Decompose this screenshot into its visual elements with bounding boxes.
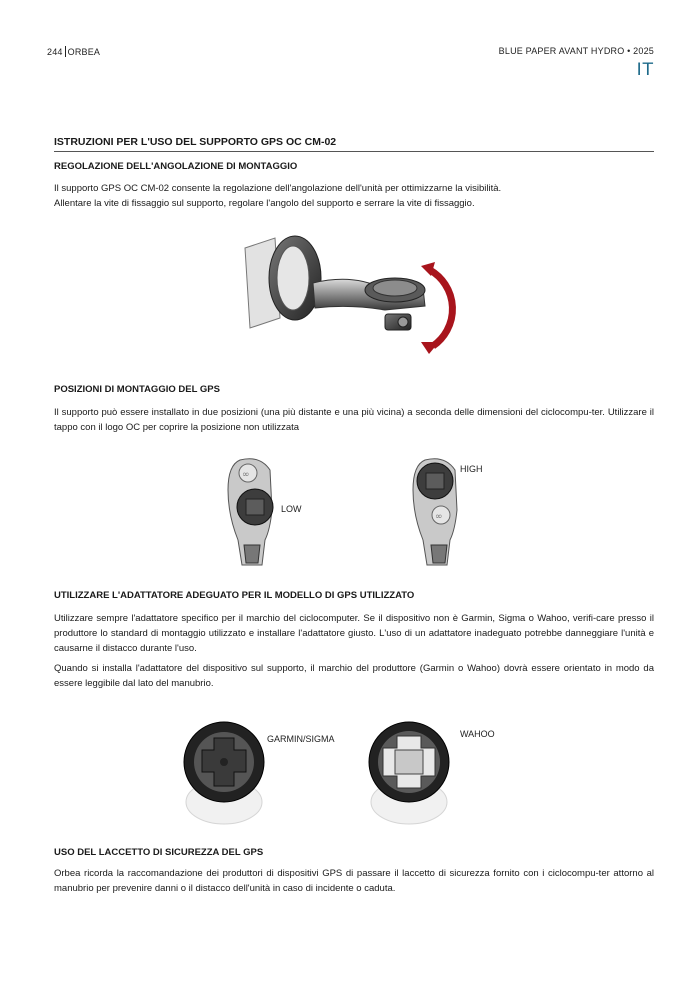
section-positions-paragraph: Il supporto può essere installato in due posizioni (una più distante e una più vicina) a seconda delle dimensioni del ciclocompu-ter. Utilizzare il tappo con il logo OC per coprire la posizione non utilizzata	[54, 407, 654, 433]
section-angle-paragraph-2: Allentare la vite di fissaggio sul supporto, regolare l'angolo del supporto e serrare la vite di fissaggio.	[54, 198, 475, 209]
section-title-adapter: UTILIZZARE L'ADATTATORE ADEGUATO PER IL MODELLO DI GPS UTILIZZATO	[54, 590, 415, 601]
doc-title: BLUE PAPER AVANT HYDRO • 2025	[498, 46, 654, 56]
section-angle-paragraph-1: Il supporto GPS OC CM-02 consente la regolazione dell'angolazione dell'unità per ottimizzarne la visibilità.	[54, 183, 502, 194]
section-title-safety-strap: USO DEL LACCETTO DI SICUREZZA DEL GPS	[54, 847, 264, 858]
section-title-positions: POSIZIONI DI MONTAGGIO DEL GPS	[54, 384, 220, 395]
section-safety-strap-paragraph: Orbea ricorda la raccomandazione dei produttori di dispositivi GPS di passare il laccetto di sicurezza fornito con i ciclocompu-ter attorno al manubrio per prevenire danni o il distacco dell'unità in caso di incidente o caduta.	[54, 868, 654, 894]
adapter-wahoo-illustration	[365, 718, 455, 830]
brand-name: ORBEA	[67, 46, 101, 57]
svg-text:∞: ∞	[435, 512, 443, 522]
adapter-garmin-illustration	[180, 718, 270, 830]
page-title: ISTRUZIONI PER L'USO DEL SUPPORTO GPS OC CM-02	[54, 136, 654, 152]
label-low: LOW	[281, 504, 302, 514]
label-high: HIGH	[460, 464, 483, 474]
section-adapter-paragraph-2: Quando si installa l'adattatore del dispositivo sul supporto, il marchio del produttore (Garmin o Wahoo) dovrà essere orientato in modo da essere leggibile dal lato del manubrio.	[54, 663, 654, 689]
mount-angle-illustration	[235, 228, 475, 358]
section-title-angle: REGOLAZIONE DELL'ANGOLAZIONE DI MONTAGGIO	[54, 161, 298, 172]
mount-low-illustration	[220, 455, 290, 570]
section-adapter-paragraph-1: Utilizzare sempre l'adattatore specifico per il marchio del ciclocomputer. Se il dispositivo non è Garmin, Sigma o Wahoo, verifi-care presso il produttore lo standard di montaggio utilizzato e installare l'adattatore giusto. L'uso di un adattatore inadeguato potrebbe danneggiare l'unità e causarne il distacco durante l'uso.	[54, 613, 654, 654]
svg-text:∞: ∞	[242, 470, 250, 480]
page-number: 244	[47, 46, 63, 57]
label-garmin-sigma: GARMIN/SIGMA	[267, 734, 335, 744]
header-divider	[65, 46, 66, 57]
language-tag: IT	[636, 60, 654, 80]
page-header-left	[47, 46, 100, 57]
label-wahoo: WAHOO	[460, 729, 495, 739]
